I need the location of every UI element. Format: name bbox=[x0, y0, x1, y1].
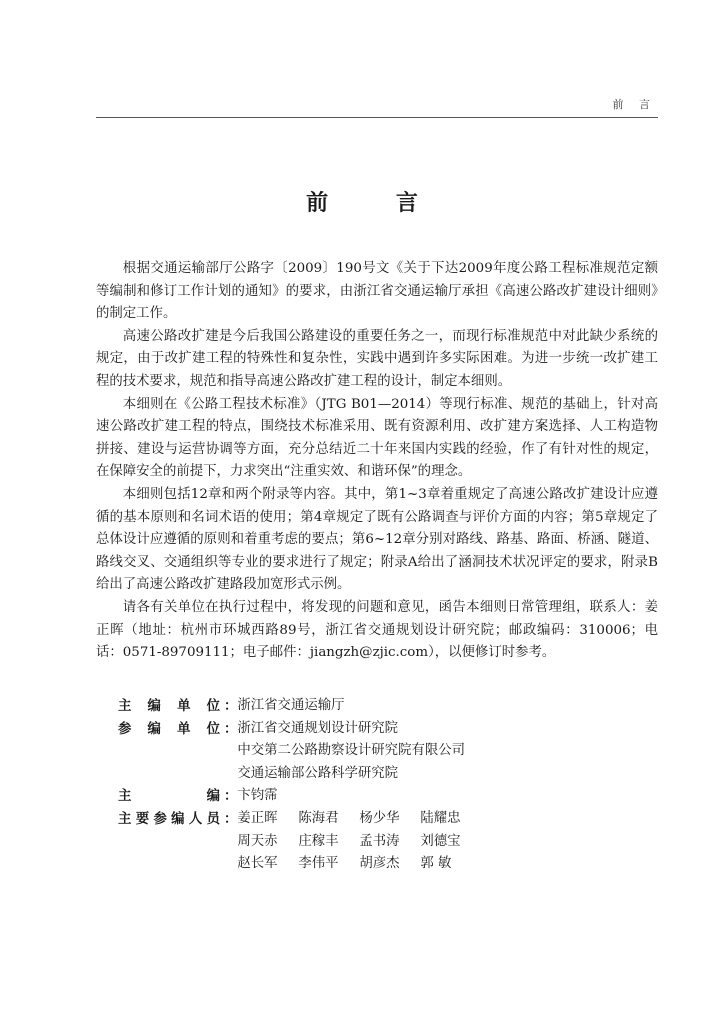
credit-value: 浙江省交通规划设计研究院 bbox=[237, 720, 399, 736]
participant-name: 陆耀忠 bbox=[420, 810, 461, 826]
credits-block bbox=[118, 695, 658, 876]
participant-name: 陈海君 bbox=[298, 810, 339, 826]
participant-list bbox=[237, 808, 468, 876]
participant-name: 姜正晖 bbox=[237, 810, 278, 826]
participant-row bbox=[237, 808, 468, 831]
credit-colon: ： bbox=[224, 788, 238, 805]
participant-name: 李伟平 bbox=[298, 856, 339, 872]
paragraph: 根据交通运输部厅公路字〔2009〕190号文《关于下达2009年度公路工程标准规范定额等编制和修订工作计划的通知》的要求，由浙江省交通运输厅承担《高速公路改扩建设计细则》的制定工作。 bbox=[96, 261, 658, 322]
credit-value: 卞钧霈 bbox=[237, 788, 278, 804]
credit-value: 中交第二公路勘察设计研究院有限公司 bbox=[237, 743, 466, 759]
credit-label: 参编单位 bbox=[118, 720, 220, 737]
header-rule bbox=[96, 117, 658, 118]
running-header: 前 言 bbox=[612, 98, 656, 111]
participant-row bbox=[237, 831, 468, 854]
participant-name: 周天赤 bbox=[237, 833, 278, 849]
paragraph: 高速公路改扩建是今后我国公路建设的重要任务之一，而现行标准规范中对此缺少系统的规定，由于改扩建工程的特殊性和复杂性，实践中遇到许多实际困难。为进一步统一改扩建工程的技术要求，规范和指导高速公路改扩建工程的设计，制定本细则。 bbox=[96, 328, 658, 389]
credit-colon: ： bbox=[224, 698, 238, 714]
participant-name: 郭 敏 bbox=[420, 856, 452, 872]
credit-participating-units bbox=[118, 718, 658, 786]
paragraph: 请各有关单位在执行过程中，将发现的问题和意见，函告本细则日常管理组，联系人：姜正晖（地址：杭州市环城西路89号，浙江省交通规划设计研究院；邮政编码：310006；电话：0571-89709111；电子邮件：jiangzh@zjic.com），以便修订时参考。 bbox=[96, 599, 658, 661]
participant-name: 庄稼丰 bbox=[298, 833, 339, 849]
participant-name: 胡彦杰 bbox=[359, 856, 400, 872]
credit-label: 主编 bbox=[118, 788, 220, 805]
credit-label: 主编单位 bbox=[118, 698, 220, 714]
credit-colon: ： bbox=[224, 720, 238, 737]
credit-value: 浙江省交通运输厅 bbox=[237, 698, 345, 713]
page-title: 前 言 bbox=[306, 190, 448, 216]
participant-name: 孟书涛 bbox=[359, 833, 400, 849]
credit-main-participants bbox=[118, 808, 658, 876]
participant-name: 刘德宝 bbox=[420, 833, 461, 849]
paragraph: 本细则在《公路工程技术标准》（JTG B01—2014）等现行标准、规范的基础上，针对高速公路改扩建工程的特点，围绕技术标准采用、既有资源利用、改扩建方案选择、人工构造物拼接、建设与运营协调等方面，充分总结近二十年来国内实践的经验，作了有针对性的规定，在保障安全的前提下，力求突出“注重实效、和谐环保”的理念。 bbox=[96, 396, 658, 480]
participant-name: 赵长军 bbox=[237, 856, 278, 872]
credit-chief-unit bbox=[118, 695, 658, 718]
credit-colon: ： bbox=[224, 810, 238, 827]
credit-value: 交通运输部公路科学研究院 bbox=[237, 765, 399, 781]
participant-name: 杨少华 bbox=[359, 810, 400, 826]
paragraph: 本细则包括12章和两个附录等内容。其中，第1~3章着重规定了高速公路改扩建设计应遵循的基本原则和名词术语的使用；第4章规定了既有公路调查与评价方面的内容；第5章规定了总体设计应遵循的原则和着重考虑的要点；第6~12章分别对路线、路基、路面、桥涵、隧道、路线交叉、交通组织等专业的要求进行了规定；附录A给出了涵洞技术状况评定的要求，附录B给出了高速公路改扩建路段加宽形式示例。 bbox=[96, 486, 658, 593]
credit-chief-editor bbox=[118, 785, 658, 808]
preface-body bbox=[96, 258, 658, 665]
credit-value-list bbox=[237, 718, 465, 786]
participant-row bbox=[237, 853, 468, 876]
credit-label: 主要参编人员 bbox=[118, 810, 220, 827]
